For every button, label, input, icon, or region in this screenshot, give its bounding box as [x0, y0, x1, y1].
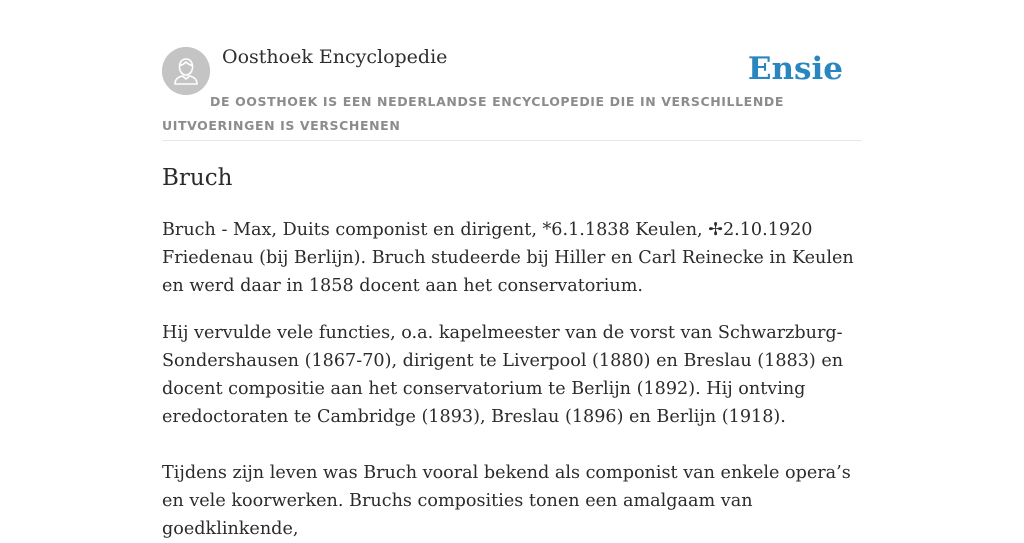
site-tagline: DE OOSTHOEK IS EEN NEDERLANDSE ENCYCLOPEDIE DIE IN VERSCHILLENDE UITVOERINGEN IS VERSCHENEN	[162, 94, 784, 133]
article-paragraph: Tijdens zijn leven was Bruch vooral bekend als componist van enkele opera’s en vele koorwerken. Bruchs composities tonen een amalgaam van goedklinkende,	[162, 463, 851, 539]
site-name[interactable]: Oosthoek Encyclopedie	[222, 46, 448, 68]
article	[162, 160, 862, 543]
article-title: Bruch	[162, 165, 233, 191]
article-paragraph: Bruch - Max, Duits componist en dirigent, *6.1.1838 Keulen, ✢2.10.1920 Friedenau (bij Berlijn). Bruch studeerde bij Hiller en Carl Reinecke in Keulen en werd daar in 1858 docent aan het conservatorium.	[162, 220, 854, 296]
article-paragraph: Hij vervulde vele functies, o.a. kapelmeester van de vorst van Schwarzburg-Sondershausen (1867-70), dirigent te Liverpool (1880) en Breslau (1883) en docent compositie aan het conservatorium te Berlijn (1892). Hij ontving eredoctoraten te Cambridge (1893), Breslau (1896) en Berlijn (1918).	[162, 323, 844, 427]
site-header	[162, 45, 862, 141]
user-silhouette-icon[interactable]	[162, 47, 210, 95]
brand-logo[interactable]: Ensie	[747, 51, 843, 87]
